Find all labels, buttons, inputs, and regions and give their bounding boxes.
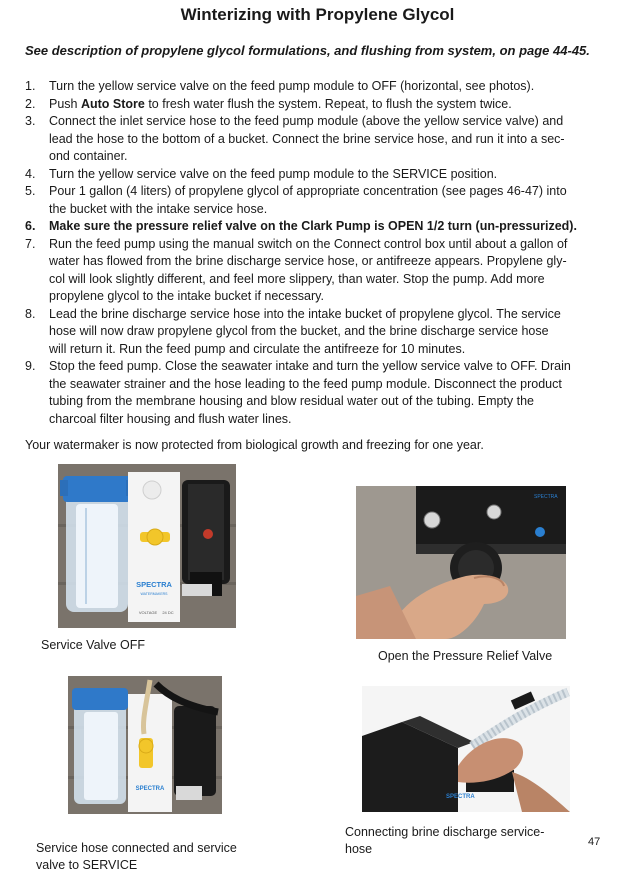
step-text: Pour 1 gallon (4 liters) of propylene glycol of appropriate concentration (see pages 46-47) into xyxy=(49,184,567,198)
spectra-label: SPECTRA xyxy=(446,794,475,800)
step-8 xyxy=(25,306,615,359)
voltage-value: 24 DC xyxy=(162,610,174,615)
step-number: 7. xyxy=(25,236,36,251)
step-text: ond container. xyxy=(49,149,128,163)
step-number: 8. xyxy=(25,306,36,321)
spectra-logo-label: SPECTRA xyxy=(135,786,165,792)
step-5 xyxy=(25,183,615,218)
caption-brine-discharge-hose xyxy=(345,824,544,858)
page-subtitle: See description of propylene glycol formulations, and flushing from system, on page 44-45. xyxy=(25,43,590,58)
step-text: propylene glycol to the intake bucket if necessary. xyxy=(49,289,324,303)
photo-pressure-relief-valve xyxy=(356,486,566,639)
auto-store-label: Auto Store xyxy=(80,96,145,111)
step-3 xyxy=(25,113,615,166)
caption-line: Service hose connected and service xyxy=(36,841,237,855)
photo-brine-discharge-hose xyxy=(362,686,570,812)
step-text: Make sure the pressure relief valve on the Clark Pump is OPEN 1/2 turn (un-pressurized). xyxy=(49,219,577,233)
step-9 xyxy=(25,358,615,428)
step-1 xyxy=(25,78,615,96)
step-text: to fresh water flush the system. Repeat, to flush the system twice. xyxy=(144,96,512,111)
step-6 xyxy=(25,218,615,236)
caption-line: valve to SERVICE xyxy=(36,858,138,872)
step-4 xyxy=(25,166,615,184)
step-text: lead the hose to the bottom of a bucket. Connect the brine service hose, and run it into a sec- xyxy=(49,131,565,146)
step-text: Turn the yellow service valve on the feed pump module to the SERVICE position. xyxy=(49,166,498,181)
step-text: will return it. Run the feed pump and circulate the antifreeze for 10 minutes. xyxy=(49,341,466,356)
step-number: 1. xyxy=(25,79,36,93)
page-title: Winterizing with Propylene Glycol xyxy=(180,5,455,24)
step-number: 5. xyxy=(25,184,36,198)
step-number: 6. xyxy=(25,219,36,233)
closing-statement: Your watermaker is now protected from biological growth and freezing for one year. xyxy=(25,438,484,452)
step-text: Push xyxy=(49,96,81,111)
spectra-logo-label: SPECTRA xyxy=(136,580,172,589)
step-text: Turn the yellow service valve on the feed pump module to OFF (horizontal, see photos). xyxy=(49,79,535,93)
caption-pressure-relief-valve: Open the Pressure Relief Valve xyxy=(378,649,553,663)
step-text: Stop the feed pump. Close the seawater intake and turn the yellow service valve to OFF. Drain xyxy=(49,359,571,373)
caption-service-hose-connected xyxy=(36,840,237,874)
spectra-logo-sublabel: WATERMAKERS xyxy=(140,592,168,596)
caption-service-valve-off: Service Valve OFF xyxy=(41,638,145,652)
page-number: 47 xyxy=(588,836,601,848)
photo-service-valve-off xyxy=(58,464,236,628)
step-text: water has flowed from the brine discharge service hose, or antifreeze appears. Propylene gly- xyxy=(49,254,567,268)
step-list xyxy=(25,78,615,428)
step-number: 9. xyxy=(25,359,36,373)
spectra-label: SPECTRA xyxy=(534,494,558,500)
step-7 xyxy=(25,236,615,306)
step-text: the seawater strainer and the hose leading to the feed pump module. Disconnect the product xyxy=(49,376,562,391)
step-number: 3. xyxy=(25,114,36,128)
step-text: Connect the inlet service hose to the feed pump module (above the yellow service valve) and xyxy=(49,114,564,128)
photo-service-hose-connected xyxy=(68,676,222,814)
step-text: Lead the brine discharge service hose into the intake bucket of propylene glycol. The service xyxy=(49,306,561,321)
caption-line: hose xyxy=(345,842,373,856)
step-text: tubing from the membrane housing and blow residual water out of the tubing. Empty the xyxy=(49,394,535,408)
step-text: col will look slightly different, and feel more slippery, than water. Stop the pump. Add more xyxy=(49,271,545,286)
caption-line: Connecting brine discharge service- xyxy=(345,825,545,839)
step-text: Run the feed pump using the manual switch on the Connect control box until about a gallon of xyxy=(49,236,568,251)
step-text: hose will now draw propylene glycol from the bucket, and the brine discharge service hose xyxy=(49,324,549,338)
step-text: the bucket with the intake service hose. xyxy=(49,201,268,216)
step-number: 4. xyxy=(25,166,36,181)
step-text: charcoal filter housing and flush water lines. xyxy=(49,411,292,426)
step-number: 2. xyxy=(25,96,36,111)
voltage-label: VOLTAGE xyxy=(138,610,158,615)
step-2 xyxy=(25,96,615,114)
